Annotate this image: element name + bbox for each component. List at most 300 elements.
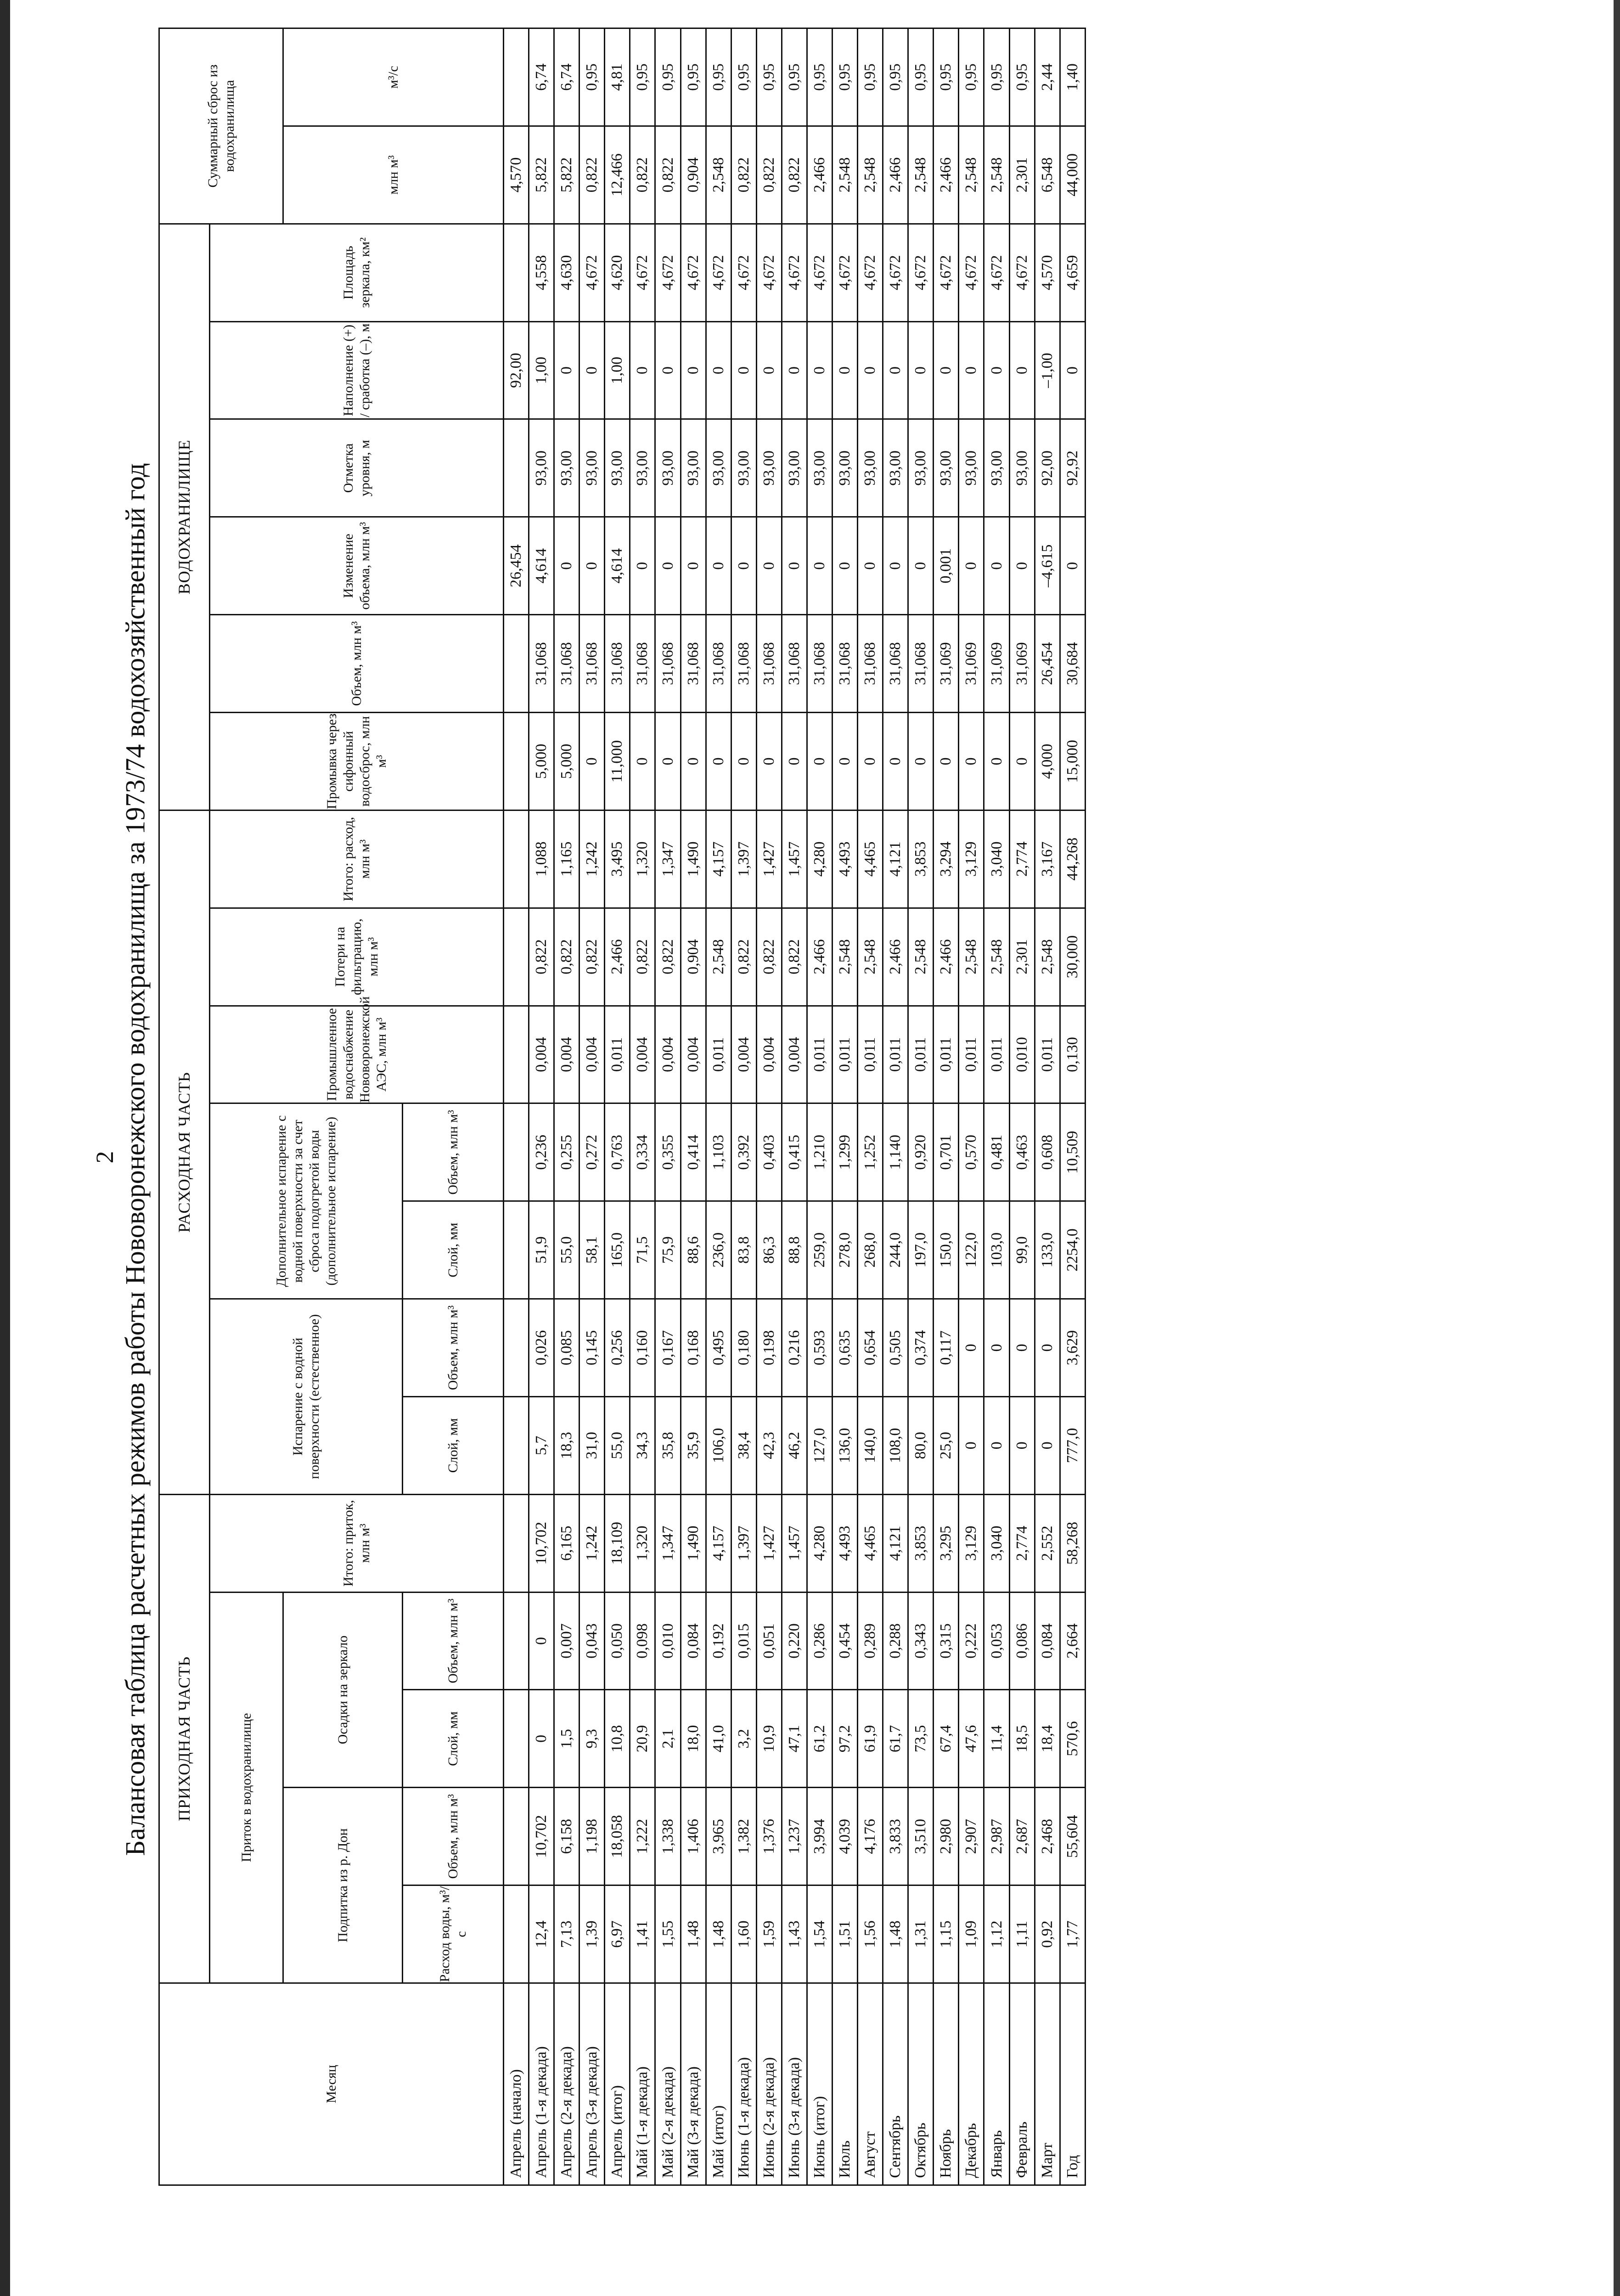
- value-cell: [504, 1788, 529, 1885]
- value-cell: 3,040: [984, 810, 1009, 908]
- value-cell: 71,5: [630, 1201, 655, 1299]
- value-cell: 2,664: [1060, 1592, 1085, 1690]
- value-cell: 93,00: [782, 419, 807, 517]
- value-cell: 1,427: [756, 810, 782, 908]
- value-cell: 44,268: [1060, 810, 1085, 908]
- header-income: ПРИХОДНАЯ ЧАСТЬ: [159, 1494, 210, 1983]
- value-cell: 4,672: [908, 224, 934, 321]
- value-cell: 0,822: [630, 126, 655, 224]
- value-cell: 4,280: [807, 1494, 832, 1592]
- value-cell: 0: [681, 517, 706, 615]
- value-cell: 0,95: [908, 28, 934, 126]
- table-body: [504, 28, 1086, 2185]
- value-cell: 2,980: [934, 1788, 959, 1885]
- table-row: [681, 28, 706, 2185]
- value-cell: 0,822: [756, 908, 782, 1006]
- value-cell: 0,216: [782, 1299, 807, 1397]
- value-cell: 58,1: [579, 1201, 605, 1299]
- header-volume: Объем, млн м³: [210, 615, 504, 713]
- value-cell: 0: [756, 517, 782, 615]
- month-cell: Январь: [984, 1983, 1009, 2185]
- value-cell: 93,00: [858, 419, 883, 517]
- value-cell: 31,068: [554, 615, 579, 713]
- value-cell: 93,00: [832, 419, 858, 517]
- value-cell: 4,672: [934, 224, 959, 321]
- month-cell: Апрель (2-я декада): [554, 1983, 579, 2185]
- value-cell: 1,140: [883, 1103, 908, 1201]
- value-cell: 0,286: [807, 1592, 832, 1690]
- value-cell: 55,0: [605, 1396, 630, 1494]
- month-cell: Март: [1035, 1983, 1060, 2185]
- value-cell: 75,9: [655, 1201, 681, 1299]
- value-cell: 18,4: [1035, 1690, 1060, 1788]
- value-cell: 4,672: [959, 224, 984, 321]
- value-cell: 31,068: [655, 615, 681, 713]
- value-cell: 2,44: [1035, 28, 1060, 126]
- value-cell: 2,548: [959, 908, 984, 1006]
- value-cell: 0: [706, 517, 731, 615]
- value-cell: 31,068: [630, 615, 655, 713]
- value-cell: 0,220: [782, 1592, 807, 1690]
- value-cell: 1,39: [579, 1885, 605, 1983]
- table-row: [832, 28, 858, 2185]
- value-cell: 0,011: [858, 1006, 883, 1103]
- value-cell: 5,822: [529, 126, 554, 224]
- value-cell: 1,56: [858, 1885, 883, 1983]
- value-cell: 0,904: [681, 126, 706, 224]
- table-row: [984, 28, 1009, 2185]
- table-row: [529, 28, 554, 2185]
- value-cell: 4,493: [832, 810, 858, 908]
- value-cell: 1,09: [959, 1885, 984, 1983]
- value-cell: 6,548: [1035, 126, 1060, 224]
- value-cell: 0,463: [1009, 1103, 1035, 1201]
- value-cell: 4,81: [605, 28, 630, 126]
- value-cell: 0: [908, 321, 934, 419]
- table-row: [883, 28, 908, 2185]
- value-cell: 0: [984, 517, 1009, 615]
- value-cell: 0: [1009, 321, 1035, 419]
- value-cell: 2,466: [934, 126, 959, 224]
- value-cell: 1,242: [579, 1494, 605, 1592]
- value-cell: 0,145: [579, 1299, 605, 1397]
- table-row: [504, 28, 529, 2185]
- table-row: [1009, 28, 1035, 2185]
- value-cell: 1,299: [832, 1103, 858, 1201]
- value-cell: 2,548: [858, 908, 883, 1006]
- value-cell: 108,0: [883, 1396, 908, 1494]
- month-cell: Сентябрь: [883, 1983, 908, 2185]
- value-cell: 44,000: [1060, 126, 1085, 224]
- value-cell: 1,457: [782, 810, 807, 908]
- value-cell: 10,509: [1060, 1103, 1085, 1201]
- value-cell: 38,4: [731, 1396, 756, 1494]
- value-cell: 0,822: [782, 908, 807, 1006]
- value-cell: 1,320: [630, 810, 655, 908]
- header-evaporation: Испарение с водной поверхности (естественное): [210, 1299, 403, 1495]
- value-cell: 2,301: [1009, 126, 1035, 224]
- value-cell: 3,2: [731, 1690, 756, 1788]
- value-cell: 3,129: [959, 810, 984, 908]
- value-cell: 0: [706, 713, 731, 810]
- header-inflow: Приток в водохранилище: [210, 1592, 283, 1983]
- value-cell: 4,672: [630, 224, 655, 321]
- value-cell: 2,548: [832, 126, 858, 224]
- balance-table: [158, 28, 1086, 2186]
- value-cell: [504, 1690, 529, 1788]
- value-cell: 0: [655, 713, 681, 810]
- header-industrial-supply: Промышленное водоснабжение Нововоронежской АЭС, млн м³: [210, 1006, 504, 1103]
- value-cell: 0,130: [1060, 1006, 1085, 1103]
- value-cell: 35,9: [681, 1396, 706, 1494]
- value-cell: 0,822: [731, 126, 756, 224]
- month-cell: Апрель (итог): [605, 1983, 630, 2185]
- value-cell: 4,630: [554, 224, 579, 321]
- value-cell: 3,510: [908, 1788, 934, 1885]
- value-cell: [504, 1494, 529, 1592]
- value-cell: 0: [579, 713, 605, 810]
- value-cell: 34,3: [630, 1396, 655, 1494]
- table-row: [959, 28, 984, 2185]
- value-cell: 2,548: [908, 126, 934, 224]
- table-row: [782, 28, 807, 2185]
- header-precipitation: Осадки на зеркало: [283, 1592, 403, 1788]
- value-cell: 0,011: [706, 1006, 731, 1103]
- header-fill: Наполнение (+) / сработка (–), м: [210, 321, 504, 419]
- value-cell: 0,454: [832, 1592, 858, 1690]
- value-cell: 31,068: [883, 615, 908, 713]
- value-cell: 133,0: [1035, 1201, 1060, 1299]
- scan-edge-right: [1614, 0, 1620, 2296]
- value-cell: 0,654: [858, 1299, 883, 1397]
- value-cell: 3,495: [605, 810, 630, 908]
- value-cell: 4,672: [807, 224, 832, 321]
- header-don-flow-rate: Расход воды, м³/с: [403, 1885, 504, 1983]
- value-cell: 1,198: [579, 1788, 605, 1885]
- value-cell: 4,672: [731, 224, 756, 321]
- value-cell: 2,548: [858, 126, 883, 224]
- value-cell: 67,4: [934, 1690, 959, 1788]
- value-cell: 0,92: [1035, 1885, 1060, 1983]
- value-cell: 0: [984, 321, 1009, 419]
- value-cell: 93,00: [959, 419, 984, 517]
- value-cell: 4,039: [832, 1788, 858, 1885]
- value-cell: 0,904: [681, 908, 706, 1006]
- value-cell: 31,0: [579, 1396, 605, 1494]
- value-cell: 4,465: [858, 1494, 883, 1592]
- value-cell: 10,702: [529, 1494, 554, 1592]
- value-cell: 93,00: [605, 419, 630, 517]
- value-cell: 0: [832, 321, 858, 419]
- value-cell: 1,60: [731, 1885, 756, 1983]
- value-cell: 97,2: [832, 1690, 858, 1788]
- value-cell: 3,833: [883, 1788, 908, 1885]
- value-cell: 1,43: [782, 1885, 807, 1983]
- month-cell: Апрель (начало): [504, 1983, 529, 2185]
- value-cell: 25,0: [934, 1396, 959, 1494]
- value-cell: 3,295: [934, 1494, 959, 1592]
- value-cell: 2254,0: [1060, 1201, 1085, 1299]
- value-cell: 0: [858, 321, 883, 419]
- value-cell: 4,672: [782, 224, 807, 321]
- value-cell: 0: [756, 713, 782, 810]
- value-cell: 42,3: [756, 1396, 782, 1494]
- value-cell: 0: [959, 1396, 984, 1494]
- value-cell: 0,004: [579, 1006, 605, 1103]
- value-cell: 0: [529, 1690, 554, 1788]
- value-cell: 2,548: [706, 908, 731, 1006]
- month-cell: Декабрь: [959, 1983, 984, 2185]
- value-cell: 47,1: [782, 1690, 807, 1788]
- value-cell: 31,069: [959, 615, 984, 713]
- value-cell: 0,822: [579, 908, 605, 1006]
- value-cell: 0: [959, 321, 984, 419]
- value-cell: 0,222: [959, 1592, 984, 1690]
- value-cell: 31,069: [984, 615, 1009, 713]
- value-cell: 278,0: [832, 1201, 858, 1299]
- value-cell: 1,11: [1009, 1885, 1035, 1983]
- value-cell: 268,0: [858, 1201, 883, 1299]
- month-cell: Май (3-я декада): [681, 1983, 706, 2185]
- value-cell: 0,084: [1035, 1592, 1060, 1690]
- value-cell: 0,011: [908, 1006, 934, 1103]
- value-cell: 1,48: [883, 1885, 908, 1983]
- value-cell: 88,6: [681, 1201, 706, 1299]
- value-cell: 1,490: [681, 1494, 706, 1592]
- value-cell: 0,355: [655, 1103, 681, 1201]
- value-cell: 1,376: [756, 1788, 782, 1885]
- value-cell: 2,301: [1009, 908, 1035, 1006]
- value-cell: 61,7: [883, 1690, 908, 1788]
- value-cell: 93,00: [883, 419, 908, 517]
- value-cell: 0,011: [984, 1006, 1009, 1103]
- value-cell: 0: [1035, 1299, 1060, 1397]
- value-cell: 0: [655, 321, 681, 419]
- value-cell: 4,672: [858, 224, 883, 321]
- value-cell: 150,0: [934, 1201, 959, 1299]
- value-cell: 3,129: [959, 1494, 984, 1592]
- value-cell: 0: [630, 321, 655, 419]
- value-cell: 4,465: [858, 810, 883, 908]
- month-cell: Июнь (итог): [807, 1983, 832, 2185]
- value-cell: 0: [1009, 1396, 1035, 1494]
- month-cell: Октябрь: [908, 1983, 934, 2185]
- month-cell: Апрель (3-я декада): [579, 1983, 605, 2185]
- value-cell: 3,629: [1060, 1299, 1085, 1397]
- value-cell: [504, 1885, 529, 1983]
- value-cell: 31,069: [1009, 615, 1035, 713]
- value-cell: 1,40: [1060, 28, 1085, 126]
- value-cell: 92,00: [1035, 419, 1060, 517]
- value-cell: 5,822: [554, 126, 579, 224]
- value-cell: 0,822: [579, 126, 605, 224]
- value-cell: 2,548: [959, 126, 984, 224]
- value-cell: 1,406: [681, 1788, 706, 1885]
- value-cell: 0: [782, 321, 807, 419]
- value-cell: [504, 28, 529, 126]
- value-cell: 55,604: [1060, 1788, 1085, 1885]
- value-cell: 5,7: [529, 1396, 554, 1494]
- value-cell: 2,468: [1035, 1788, 1060, 1885]
- value-cell: 0,95: [858, 28, 883, 126]
- value-cell: 46,2: [782, 1396, 807, 1494]
- header-expense: РАСХОДНАЯ ЧАСТЬ: [159, 810, 210, 1494]
- value-cell: 4,659: [1060, 224, 1085, 321]
- month-cell: Май (1-я декада): [630, 1983, 655, 2185]
- value-cell: 0,004: [655, 1006, 681, 1103]
- value-cell: 0,085: [554, 1299, 579, 1397]
- value-cell: 0: [832, 517, 858, 615]
- value-cell: 93,00: [807, 419, 832, 517]
- value-cell: 0,414: [681, 1103, 706, 1201]
- value-cell: 83,8: [731, 1201, 756, 1299]
- value-cell: 1,457: [782, 1494, 807, 1592]
- value-cell: 1,490: [681, 810, 706, 908]
- value-cell: 1,210: [807, 1103, 832, 1201]
- value-cell: 165,0: [605, 1201, 630, 1299]
- value-cell: 0,95: [807, 28, 832, 126]
- header-volume-change: Изменение объема, млн м³: [210, 517, 504, 615]
- value-cell: 93,00: [706, 419, 731, 517]
- value-cell: 61,2: [807, 1690, 832, 1788]
- value-cell: 0,95: [706, 28, 731, 126]
- value-cell: 18,0: [681, 1690, 706, 1788]
- value-cell: 1,382: [731, 1788, 756, 1885]
- value-cell: 0: [984, 713, 1009, 810]
- value-cell: 11,000: [605, 713, 630, 810]
- value-cell: 0,495: [706, 1299, 731, 1397]
- value-cell: 0,167: [655, 1299, 681, 1397]
- month-cell: Май (итог): [706, 1983, 731, 2185]
- table-row: [706, 28, 731, 2185]
- value-cell: [504, 1103, 529, 1201]
- month-cell: Февраль: [1009, 1983, 1035, 2185]
- value-cell: 0,015: [731, 1592, 756, 1690]
- value-cell: 0: [934, 321, 959, 419]
- value-cell: 0: [807, 713, 832, 810]
- value-cell: 0,004: [756, 1006, 782, 1103]
- value-cell: 86,3: [756, 1201, 782, 1299]
- value-cell: 1,427: [756, 1494, 782, 1592]
- value-cell: 0,95: [959, 28, 984, 126]
- value-cell: 4,672: [883, 224, 908, 321]
- value-cell: 0,004: [731, 1006, 756, 1103]
- value-cell: 0,95: [731, 28, 756, 126]
- value-cell: 2,552: [1035, 1494, 1060, 1592]
- value-cell: 0: [1009, 517, 1035, 615]
- value-cell: 0: [984, 1396, 1009, 1494]
- value-cell: 1,242: [579, 810, 605, 908]
- value-cell: 0: [731, 713, 756, 810]
- value-cell: 31,068: [579, 615, 605, 713]
- value-cell: 93,00: [1009, 419, 1035, 517]
- value-cell: 0,315: [934, 1592, 959, 1690]
- value-cell: 0,635: [832, 1299, 858, 1397]
- value-cell: 0: [908, 713, 934, 810]
- value-cell: [504, 713, 529, 810]
- value-cell: 4,570: [504, 126, 529, 224]
- value-cell: 2,466: [807, 908, 832, 1006]
- value-cell: [504, 1201, 529, 1299]
- month-cell: Год: [1060, 1983, 1085, 2185]
- table-row: [630, 28, 655, 2185]
- value-cell: 10,8: [605, 1690, 630, 1788]
- value-cell: 2,548: [984, 126, 1009, 224]
- value-cell: 93,00: [529, 419, 554, 517]
- value-cell: 10,9: [756, 1690, 782, 1788]
- value-cell: [504, 1006, 529, 1103]
- value-cell: 31,068: [782, 615, 807, 713]
- value-cell: 1,397: [731, 1494, 756, 1592]
- value-cell: 0,086: [1009, 1592, 1035, 1690]
- value-cell: 61,9: [858, 1690, 883, 1788]
- value-cell: 51,9: [529, 1201, 554, 1299]
- value-cell: 0,95: [579, 28, 605, 126]
- value-cell: 259,0: [807, 1201, 832, 1299]
- value-cell: 6,158: [554, 1788, 579, 1885]
- value-cell: 0,011: [807, 1006, 832, 1103]
- value-cell: [504, 908, 529, 1006]
- table-row: [756, 28, 782, 2185]
- value-cell: 1,12: [984, 1885, 1009, 1983]
- value-cell: 0,117: [934, 1299, 959, 1397]
- value-cell: [504, 1299, 529, 1397]
- month-cell: Май (2-я декада): [655, 1983, 681, 2185]
- value-cell: 1,55: [655, 1885, 681, 1983]
- value-cell: 0,822: [782, 126, 807, 224]
- value-cell: 0,608: [1035, 1103, 1060, 1201]
- value-cell: 7,13: [554, 1885, 579, 1983]
- value-cell: 244,0: [883, 1201, 908, 1299]
- value-cell: 31,068: [706, 615, 731, 713]
- value-cell: 0: [1060, 517, 1085, 615]
- value-cell: 26,454: [1035, 615, 1060, 713]
- value-cell: 4,570: [1035, 224, 1060, 321]
- value-cell: 3,853: [908, 1494, 934, 1592]
- value-cell: 0,180: [731, 1299, 756, 1397]
- value-cell: 5,000: [529, 713, 554, 810]
- value-cell: 2,1: [655, 1690, 681, 1788]
- value-cell: [504, 1396, 529, 1494]
- value-cell: 0,192: [706, 1592, 731, 1690]
- value-cell: 12,466: [605, 126, 630, 224]
- value-cell: 31,068: [605, 615, 630, 713]
- value-cell: 6,74: [554, 28, 579, 126]
- value-cell: 5,000: [554, 713, 579, 810]
- value-cell: 0: [529, 1592, 554, 1690]
- value-cell: 0,011: [959, 1006, 984, 1103]
- value-cell: 80,0: [908, 1396, 934, 1494]
- value-cell: 2,466: [605, 908, 630, 1006]
- value-cell: 1,5: [554, 1690, 579, 1788]
- value-cell: 0,050: [605, 1592, 630, 1690]
- value-cell: 0,822: [630, 908, 655, 1006]
- value-cell: 1,165: [554, 810, 579, 908]
- value-cell: 0,236: [529, 1103, 554, 1201]
- value-cell: 0,011: [934, 1006, 959, 1103]
- value-cell: 0: [984, 1299, 1009, 1397]
- value-cell: 6,74: [529, 28, 554, 126]
- value-cell: 236,0: [706, 1201, 731, 1299]
- header-income-total: Итого: приток, млн м³: [210, 1494, 504, 1592]
- value-cell: 0,343: [908, 1592, 934, 1690]
- value-cell: 0: [832, 713, 858, 810]
- value-cell: 0: [731, 321, 756, 419]
- value-cell: 2,987: [984, 1788, 1009, 1885]
- value-cell: 55,0: [554, 1201, 579, 1299]
- header-evap-layer: Слой, мм: [403, 1396, 504, 1494]
- value-cell: 99,0: [1009, 1201, 1035, 1299]
